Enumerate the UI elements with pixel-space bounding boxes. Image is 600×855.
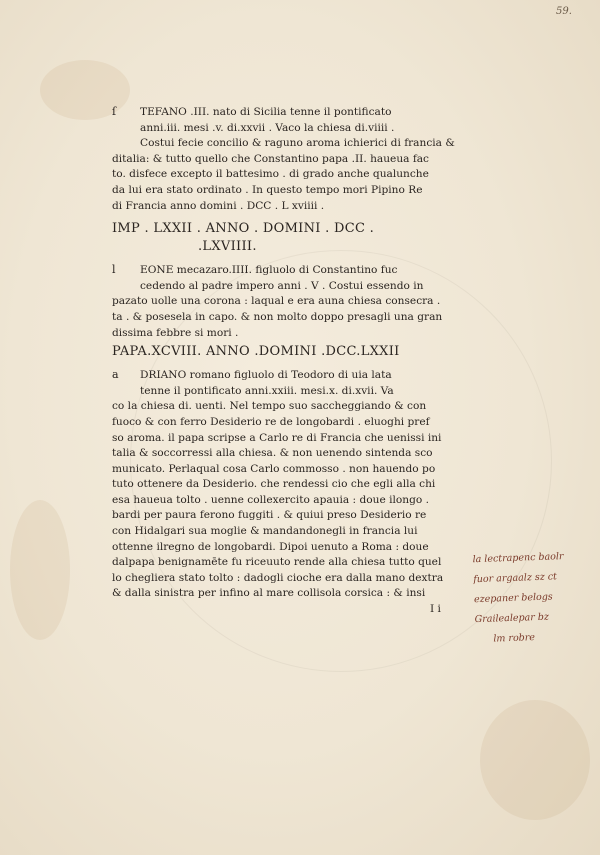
guide-letter: ſ [112, 105, 117, 118]
section-heading-imp [112, 220, 472, 256]
signature-mark: I i [430, 603, 441, 616]
section-heading-papa: PAPA.XCVIII. ANNO .DOMINI .DCC.LXXII [112, 344, 400, 360]
heading-line: IMP . LXXII . ANNO . DOMINI . DCC . [112, 221, 375, 237]
paragraph-leone [112, 262, 472, 341]
text-line: cedendo al padre impero anni . V . Costui essendo in [140, 279, 424, 292]
text-line: fuoco & con ferro Desiderio re de longobardi . eluoghi pref [112, 415, 430, 428]
text-line: co la chiesa di. uenti. Nel tempo suo saccheggiando & con [112, 400, 427, 413]
text-line: tuto ottenere da Desiderio. che rendessi cio che egli alla chi [112, 478, 436, 491]
note-line: ezepaner belogs [473, 591, 553, 606]
text-line: so aroma. il papa scripse a Carlo re di Francia che uenissi ini [112, 431, 442, 444]
page-stain [480, 700, 590, 820]
paragraph-stefano [112, 104, 472, 214]
note-line: la lectrapenc baolr [472, 551, 564, 566]
paragraph-adriano [112, 367, 472, 602]
text-line: dalpapa benignamēte fu riceuuto rende alla chiesa tutto quel [112, 556, 442, 569]
text-line: anni.iii. mesi .v. di.xxvii . Vaco la chiesa di.viiii . [140, 121, 395, 134]
text-line: a DRIANO romano figluolo di Teodoro di uia lata [112, 368, 392, 382]
text-line: dissima febbre si mori . [112, 326, 239, 339]
note-line: fuor argaalz sz ct [473, 571, 558, 586]
page-stain [10, 500, 70, 640]
guide-letter: a [112, 368, 119, 382]
text-line: lo chegliera stato tolto : dadogli cioche era dalla mano dextra [112, 571, 444, 584]
text-line: di Francia anno domini . DCC . L xviiii . [112, 199, 325, 212]
text-line: talia & soccorressi alla chiesa. & non uenendo sintenda sco [112, 447, 433, 460]
note-line: Grailealepar bz [474, 611, 550, 626]
text-line: bardi per paura ferono fuggiti . & quiui preso Desiderio re [112, 509, 427, 522]
text-block [112, 104, 472, 618]
text-line: to. disfece excepto il battesimo . di grado anche qualunche [112, 168, 429, 181]
text-line: da lui era stato ordinato . In questo tempo mori Pipino Re [112, 183, 423, 196]
heading-line: .LXVIIII. [198, 239, 257, 255]
text-line: pazato uolle una corona : laqual e era auna chiesa consecra . [112, 295, 441, 308]
text-line: Costui fecie concilio & raguno aroma ichierici di francia & [140, 137, 455, 150]
guide-letter: l [112, 263, 116, 277]
text-line: ta . & posesela in capo. & non molto doppo presagli una gran [112, 310, 443, 323]
text-line: ſ TEFANO .III. nato di Sicilia tenne il pontificato [112, 105, 392, 118]
handwritten-margin-note [472, 546, 600, 650]
text-line: l EONE mecazaro.IIII. figluolo di Constantino fuc [112, 263, 398, 277]
text-line: con Hidalgari sua moglie & mandandonegli in francia lui [112, 525, 418, 538]
text-line: esa haueua tolto . uenne collexercito apauia : doue ilongo . [112, 493, 429, 506]
note-line: lm robre [493, 632, 536, 645]
text-line: ditalia: & tutto quello che Constantino papa .II. haueua fac [112, 152, 429, 165]
folio-number: 59. [556, 6, 572, 17]
text-line: tenne il pontificato anni.xxiii. mesi.x. di.xvii. Va [140, 384, 394, 397]
text-line: & dalla sinistra per infino al mare collisola corsica : & insi [112, 587, 426, 600]
text-line: municato. Perlaqual cosa Carlo commosso . non hauendo po [112, 462, 436, 475]
text-line: ottenne ilregno de longobardi. Dipoi uenuto a Roma : doue [112, 540, 429, 553]
